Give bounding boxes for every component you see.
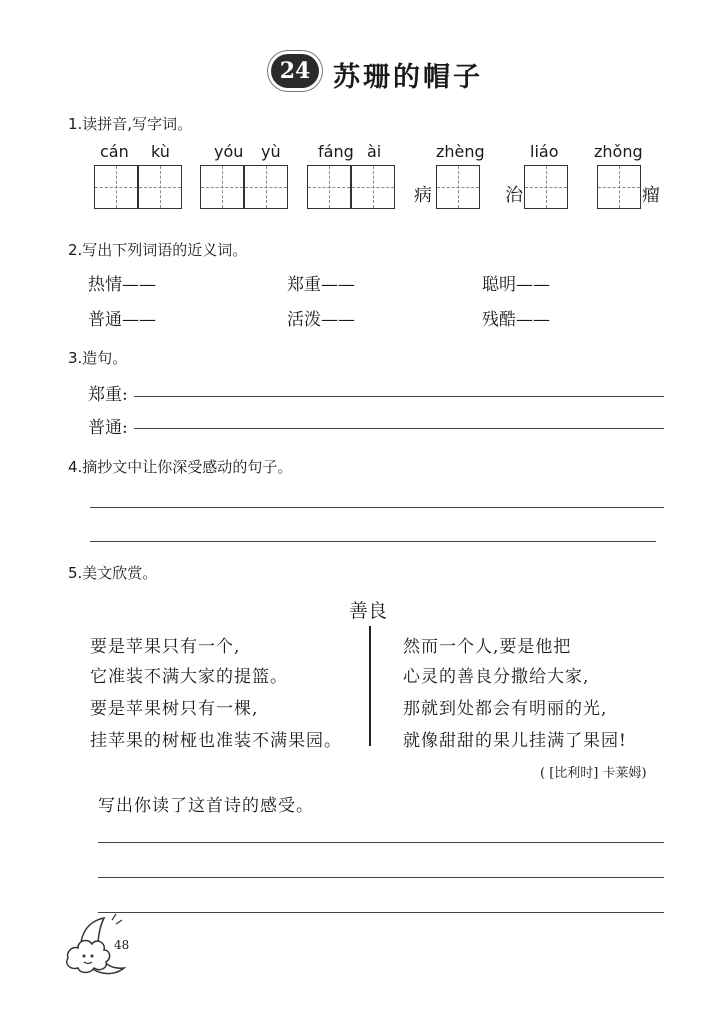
poem-line: 心灵的善良分撒给大家,: [403, 667, 590, 687]
writing-box[interactable]: [244, 165, 288, 209]
pinyin: kù: [151, 142, 170, 161]
poem-line: 然而一个人,要是他把: [403, 637, 572, 657]
writing-box[interactable]: [94, 165, 138, 209]
writing-box[interactable]: [436, 165, 480, 209]
question-4-prompt: 4.摘抄文中让你深受感动的句子。: [68, 458, 293, 476]
poem-line: 要是苹果树只有一棵,: [90, 699, 259, 719]
answer-line[interactable]: [90, 541, 656, 542]
answer-line[interactable]: [134, 428, 664, 429]
synonym-item: 郑重——: [287, 275, 355, 295]
answer-line[interactable]: [90, 507, 664, 508]
pinyin: zhèng: [436, 142, 485, 161]
pinyin: liáo: [530, 142, 559, 161]
poem-task-prompt: 写出你读了这首诗的感受。: [98, 796, 314, 816]
pinyin: ài: [367, 142, 382, 161]
poem-line: 要是苹果只有一个,: [90, 637, 241, 657]
synonym-item: 残酷——: [482, 310, 550, 330]
answer-line[interactable]: [98, 912, 664, 913]
question-3-prompt: 3.造句。: [68, 349, 128, 367]
pinyin: cán: [100, 142, 129, 161]
poem-line: 挂苹果的树桠也准装不满果园。: [90, 731, 342, 751]
pinyin: zhǒng: [594, 142, 643, 161]
writing-box[interactable]: [307, 165, 351, 209]
sentence-word-label: 郑重:: [88, 385, 128, 405]
lesson-number-badge: 24: [271, 54, 319, 88]
answer-line[interactable]: [134, 396, 664, 397]
synonym-item: 普通——: [88, 310, 156, 330]
poem-line: 它准装不满大家的提篮。: [90, 667, 288, 687]
poem-attribution: ( [比利时] 卡莱姆): [540, 766, 647, 781]
poem-line: 就像甜甜的果儿挂满了果园!: [403, 731, 627, 751]
given-character: 治: [505, 185, 523, 206]
poem-line: 那就到处都会有明丽的光,: [403, 699, 608, 719]
writing-box[interactable]: [138, 165, 182, 209]
pinyin: yù: [261, 142, 281, 161]
question-5-prompt: 5.美文欣赏。: [68, 564, 158, 582]
writing-box[interactable]: [597, 165, 641, 209]
poem-title: 善良: [349, 600, 388, 622]
answer-line[interactable]: [98, 842, 664, 843]
answer-line[interactable]: [98, 877, 664, 878]
question-2-prompt: 2.写出下列词语的近义词。: [68, 241, 248, 259]
writing-box[interactable]: [524, 165, 568, 209]
given-character: 病: [414, 185, 432, 206]
given-character: 瘤: [642, 185, 660, 206]
question-1-prompt: 1.读拼音,写字词。: [68, 115, 193, 133]
writing-box[interactable]: [351, 165, 395, 209]
synonym-item: 热情——: [88, 275, 156, 295]
writing-box[interactable]: [200, 165, 244, 209]
synonym-item: 聪明——: [482, 275, 550, 295]
pinyin: yóu: [214, 142, 244, 161]
poem-divider: [369, 626, 371, 746]
synonym-item: 活泼——: [287, 310, 355, 330]
sentence-word-label: 普通:: [88, 418, 128, 438]
pinyin: fáng: [318, 142, 354, 161]
lesson-title: 苏珊的帽子: [333, 62, 483, 93]
page-number: 48: [114, 938, 130, 952]
